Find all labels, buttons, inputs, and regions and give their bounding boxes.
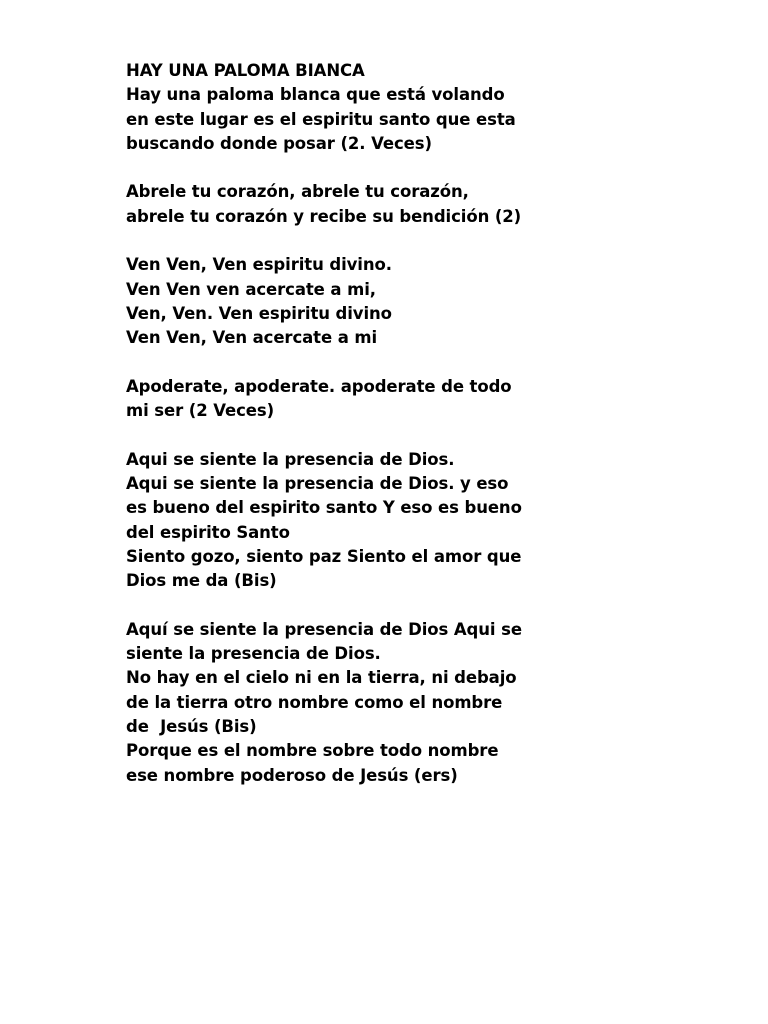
stanza-1: [126, 59, 726, 156]
lyric-line: abrele tu corazón y recibe su bendición (2): [126, 206, 522, 226]
lyric-line: No hay en el cielo ni en la tierra, ni debajo: [126, 668, 517, 688]
lyric-line: Ven Ven, Ven espiritu divino.: [126, 255, 392, 275]
lyric-line: Abrele tu corazón, abrele tu corazón,: [126, 182, 469, 202]
lyric-line: siente la presencia de Dios.: [126, 644, 381, 664]
document-title: HAY UNA PALOMA BIANCA: [126, 61, 365, 80]
lyric-line: de la tierra otro nombre como el nombre: [126, 692, 503, 712]
lyric-line: Apoderate, apoderate. apoderate de todo: [126, 376, 512, 396]
lyrics-body: [126, 59, 726, 788]
stanza-3: [126, 253, 726, 350]
stanza-5: [126, 448, 726, 594]
lyric-line: Aqui se siente la presencia de Dios. y eso: [126, 474, 509, 494]
stanza-4: [126, 375, 726, 424]
lyric-line: mi ser (2 Veces): [126, 401, 275, 421]
lyric-line: de Jesús (Bis): [126, 717, 257, 737]
lyric-line: del espirito Santo: [126, 522, 290, 542]
lyric-line: Ven, Ven. Ven espiritu divino: [126, 303, 392, 323]
lyric-line: Aqui se siente la presencia de Dios.: [126, 449, 455, 469]
stanza-2: [126, 180, 726, 229]
lyric-line: Porque es el nombre sobre todo nombre: [126, 741, 499, 761]
lyric-line: es bueno del espirito santo Y eso es bueno: [126, 498, 522, 518]
lyric-line: Dios me da (Bis): [126, 571, 277, 591]
lyric-line: Ven Ven ven acercate a mi,: [126, 279, 376, 299]
stanza-6: [126, 618, 726, 788]
lyric-line: Siento gozo, siento paz Siento el amor que: [126, 546, 522, 566]
lyric-line: Ven Ven, Ven acercate a mi: [126, 328, 378, 348]
lyric-line: buscando donde posar (2. Veces): [126, 133, 432, 153]
lyric-line: Hay una paloma blanca que está volando: [126, 85, 505, 105]
lyric-line: Aquí se siente la presencia de Dios Aqui se: [126, 619, 522, 639]
lyric-line: ese nombre poderoso de Jesús (ers): [126, 765, 458, 785]
lyric-line: en este lugar es el espiritu santo que esta: [126, 109, 516, 129]
